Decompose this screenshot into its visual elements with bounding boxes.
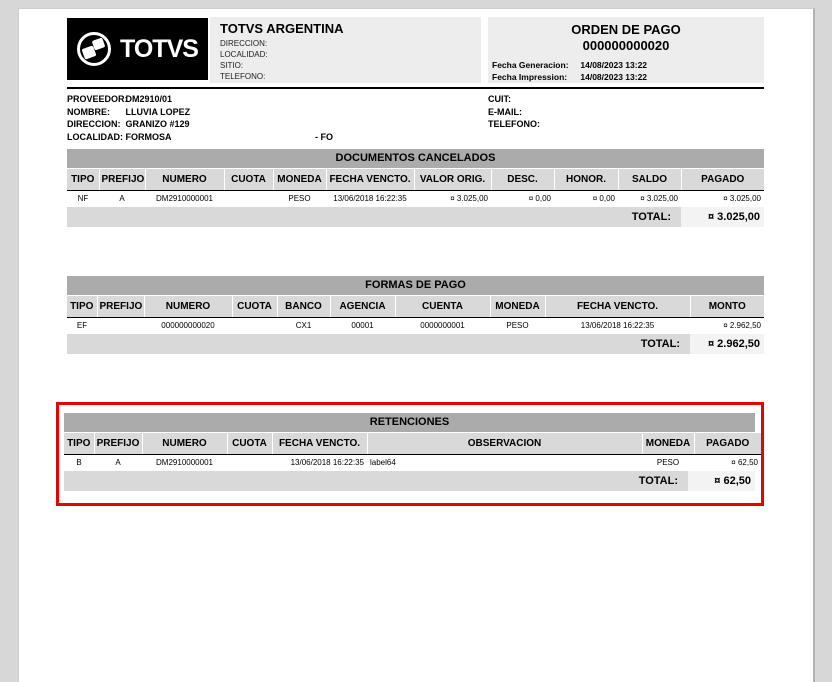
cell-numero: 000000000020 <box>161 321 215 331</box>
company-sitio-label: SITIO: <box>220 61 244 70</box>
cell-tipo: B <box>76 458 82 468</box>
provider-left-column <box>67 93 481 143</box>
cell-fecha-vencto: 13/06/2018 16:22:35 <box>290 458 364 468</box>
documentos-header-row <box>67 169 764 190</box>
order-number: 000000000020 <box>582 38 670 53</box>
column-header: PAGADO <box>681 169 764 190</box>
fecha-impression-value: 14/08/2023 13:22 <box>580 72 648 82</box>
localidad-label: LOCALIDAD: <box>67 131 123 142</box>
column-header: NUMERO <box>144 296 232 317</box>
column-header: PREFIJO <box>99 169 145 190</box>
localidad-value: FORMOSA <box>125 131 172 142</box>
header-divider <box>67 87 764 89</box>
provider-right-column <box>488 93 764 143</box>
column-header: DESC. <box>491 169 554 190</box>
cell-cuota <box>227 454 272 471</box>
column-header: TIPO <box>64 433 94 454</box>
column-header: CUOTA <box>227 433 272 454</box>
cell-valor-orig: ¤ 3.025,00 <box>450 194 488 204</box>
documentos-cancelados-title: DOCUMENTOS CANCELADOS <box>67 149 764 168</box>
column-header: BANCO <box>277 296 330 317</box>
column-header: NUMERO <box>145 169 224 190</box>
column-header: SALDO <box>618 169 681 190</box>
cell-desc: ¤ 0,00 <box>528 194 551 204</box>
column-header: CUOTA <box>232 296 277 317</box>
cell-prefijo: A <box>119 194 125 204</box>
column-header: PREFIJO <box>94 433 142 454</box>
company-info-block <box>210 17 481 83</box>
column-header: CUOTA <box>224 169 273 190</box>
cell-prefijo <box>97 317 144 334</box>
cell-tipo: EF <box>76 321 88 331</box>
column-header: MONTO <box>690 296 764 317</box>
totvs-logo <box>67 18 208 80</box>
cell-pagado: ¤ 62,50 <box>731 458 758 468</box>
column-header: MONEDA <box>490 296 545 317</box>
retenciones-data-row <box>64 454 761 471</box>
cell-numero: DM2910000001 <box>156 458 213 468</box>
documentos-total-label: TOTAL: <box>631 211 671 223</box>
column-header: MONEDA <box>642 433 694 454</box>
cell-prefijo: A <box>115 458 121 468</box>
retenciones-table <box>64 413 758 491</box>
retenciones-total-value: ¤ 62,50 <box>688 471 755 491</box>
retenciones-total-row <box>64 471 755 491</box>
documentos-data-row <box>67 190 764 207</box>
report-page <box>18 8 815 682</box>
column-header: TIPO <box>67 169 99 190</box>
column-header: CUENTA <box>395 296 490 317</box>
documentos-cancelados-table <box>67 149 764 227</box>
cell-cuenta: 0000000001 <box>420 321 465 331</box>
order-title: ORDEN DE PAGO <box>571 22 681 37</box>
report-header <box>67 9 764 83</box>
retenciones-title: RETENCIONES <box>64 413 755 432</box>
cell-fecha-vencto: 13/06/2018 16:22:35 <box>580 321 655 331</box>
retenciones-highlight-box <box>56 402 764 506</box>
cell-cuota <box>232 317 277 334</box>
cell-cuota <box>224 190 273 207</box>
cell-fecha-vencto: 13/06/2018 16:22:35 <box>333 194 407 204</box>
fecha-impression-label: Fecha Impression: <box>492 72 568 82</box>
formas-header-row <box>67 296 764 317</box>
cell-numero: DM2910000001 <box>156 194 213 204</box>
company-telefono-label: TELEFONO: <box>220 72 266 81</box>
column-header: OBSERVACION <box>367 433 642 454</box>
proveedor-label: PROVEEDOR: <box>67 94 128 104</box>
column-header: FECHA VENCTO. <box>272 433 367 454</box>
retenciones-total-label: TOTAL: <box>638 475 678 487</box>
company-localidad-label: LOCALIDAD: <box>220 50 268 59</box>
totvs-logo-icon <box>77 32 111 66</box>
documentos-total-row <box>67 207 764 227</box>
cell-agencia: 00001 <box>351 321 374 331</box>
cell-moneda: PESO <box>506 321 529 331</box>
cell-moneda: PESO <box>656 458 680 468</box>
documentos-total-value: ¤ 3.025,00 <box>681 207 764 227</box>
proveedor-value: DM2910/01 <box>125 94 173 104</box>
column-header: AGENCIA <box>330 296 395 317</box>
formas-de-pago-title: FORMAS DE PAGO <box>67 276 764 295</box>
order-dates <box>492 59 760 83</box>
cell-monto: ¤ 2.962,50 <box>723 321 761 331</box>
cell-moneda: PESO <box>288 194 311 204</box>
provider-block <box>67 93 764 143</box>
column-header: MONEDA <box>273 169 326 190</box>
formas-de-pago-table <box>67 276 764 354</box>
direccion-label: DIRECCION: <box>67 119 121 129</box>
column-header: FECHA VENCTO. <box>326 169 414 190</box>
formas-total-label: TOTAL: <box>640 338 680 350</box>
column-header: FECHA VENCTO. <box>545 296 690 317</box>
cell-honor: ¤ 0,00 <box>592 194 615 204</box>
nombre-value: LLUVIA LOPEZ <box>125 106 191 117</box>
formas-total-row <box>67 334 764 354</box>
telefono-label: TELEFONO: <box>488 119 540 129</box>
email-label: E-MAIL: <box>488 106 522 117</box>
cell-saldo: ¤ 3.025,00 <box>640 194 678 204</box>
nombre-label: NOMBRE: <box>67 106 110 117</box>
column-header: PAGADO <box>694 433 761 454</box>
column-header: HONOR. <box>554 169 618 190</box>
order-info-block <box>488 17 764 83</box>
column-header: NUMERO <box>142 433 227 454</box>
fecha-generacion-value: 14/08/2023 13:22 <box>580 60 648 70</box>
cell-banco: CX1 <box>295 321 312 331</box>
cell-pagado: ¤ 3.025,00 <box>723 194 761 204</box>
localidad-extra: - FO <box>315 131 334 142</box>
formas-data-row <box>67 317 764 334</box>
totvs-logo-text: TOTVS <box>120 34 198 63</box>
fecha-generacion-label: Fecha Generacion: <box>492 60 569 70</box>
column-header: VALOR ORIG. <box>414 169 491 190</box>
company-direccion-label: DIRECCION: <box>220 39 268 48</box>
formas-total-value: ¤ 2.962,50 <box>690 334 764 354</box>
cell-observacion: label64 <box>370 458 396 468</box>
direccion-value: GRANIZO #129 <box>125 119 190 129</box>
cuit-label: CUIT: <box>488 94 511 104</box>
column-header: PREFIJO <box>97 296 144 317</box>
column-header: TIPO <box>67 296 97 317</box>
retenciones-header-row <box>64 433 761 454</box>
company-name: TOTVS ARGENTINA <box>220 21 344 36</box>
cell-tipo: NF <box>77 194 89 204</box>
